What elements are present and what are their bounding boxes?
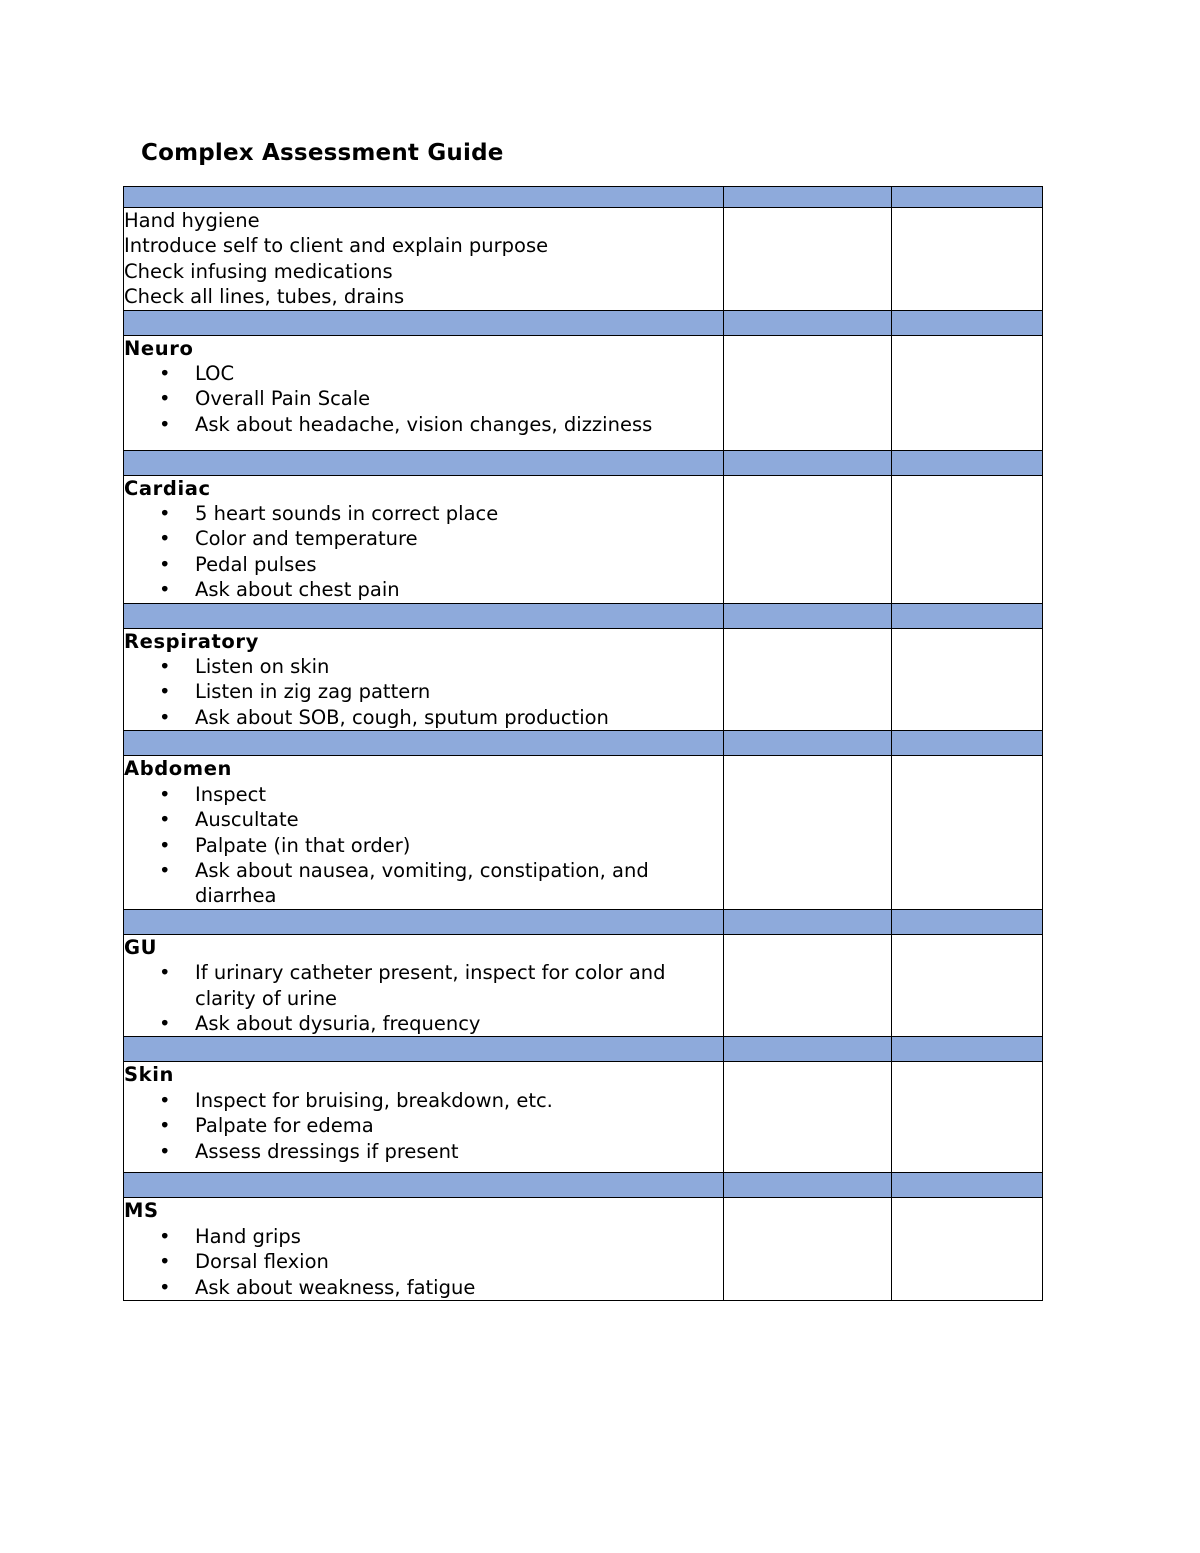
section-bar-cell xyxy=(124,450,724,475)
notes-cell[interactable] xyxy=(892,1198,1043,1301)
bullet-icon: • xyxy=(159,961,171,985)
section-title: GU xyxy=(124,935,158,959)
bullet-list xyxy=(124,1088,723,1164)
bullet-item xyxy=(124,1113,723,1138)
section-bar-cell xyxy=(124,1037,724,1062)
check-cell[interactable] xyxy=(724,628,892,731)
bullet-item xyxy=(124,705,723,730)
section-bar-cell xyxy=(892,731,1043,756)
bullet-text: Inspect for bruising, breakdown, etc. xyxy=(195,1088,553,1112)
section-content-cell xyxy=(124,475,724,603)
bullet-item xyxy=(124,412,723,437)
bullet-item xyxy=(124,654,723,679)
bullet-icon: • xyxy=(159,782,171,806)
notes-cell[interactable] xyxy=(892,934,1043,1037)
bullet-text: Dorsal flexion xyxy=(195,1250,329,1274)
bullet-icon: • xyxy=(159,527,171,551)
section-bar-cell xyxy=(724,1037,892,1062)
bullet-icon: • xyxy=(159,808,171,832)
section-bar-row xyxy=(124,909,1043,934)
bullet-text: Ask about headache, vision changes, dizziness xyxy=(195,412,653,436)
bullet-icon: • xyxy=(159,655,171,679)
check-cell[interactable] xyxy=(724,208,892,311)
bullet-item xyxy=(124,361,723,386)
section-bar-cell xyxy=(124,731,724,756)
bullet-icon: • xyxy=(159,502,171,526)
section-bar-cell xyxy=(724,450,892,475)
section-bar-cell xyxy=(724,731,892,756)
check-cell[interactable] xyxy=(724,335,892,450)
bullet-text: Palpate (in that order) xyxy=(195,833,411,857)
notes-cell[interactable] xyxy=(892,1062,1043,1173)
bullet-item xyxy=(124,833,723,858)
bullet-text: Ask about chest pain xyxy=(195,578,400,602)
section-bar-cell xyxy=(892,1037,1043,1062)
section-title: Cardiac xyxy=(124,476,211,500)
section-bar-row xyxy=(124,603,1043,628)
bullet-item xyxy=(124,386,723,411)
bullet-item xyxy=(124,858,723,909)
section-bar-row xyxy=(124,1037,1043,1062)
header-bar-cell xyxy=(724,187,892,208)
section-content-cell xyxy=(124,756,724,909)
bullet-item xyxy=(124,960,723,1011)
section-bar-cell xyxy=(892,450,1043,475)
notes-cell[interactable] xyxy=(892,475,1043,603)
bullet-icon: • xyxy=(159,552,171,576)
notes-cell[interactable] xyxy=(892,628,1043,731)
bullet-text: Palpate for edema xyxy=(195,1114,374,1138)
bullet-text: Auscultate xyxy=(195,808,299,832)
bullet-list xyxy=(124,782,723,909)
check-cell[interactable] xyxy=(724,1198,892,1301)
section-bar-cell xyxy=(724,310,892,335)
notes-cell[interactable] xyxy=(892,756,1043,909)
section-title: Respiratory xyxy=(124,629,259,653)
section-content-cell xyxy=(124,1198,724,1301)
bullet-item xyxy=(124,1224,723,1249)
check-cell[interactable] xyxy=(724,934,892,1037)
section-row xyxy=(124,934,1043,1037)
bullet-text: Ask about dysuria, frequency xyxy=(195,1011,481,1035)
section-content-cell xyxy=(124,628,724,731)
bullet-text: 5 heart sounds in correct place xyxy=(195,502,499,526)
section-row xyxy=(124,756,1043,909)
header-bar-row xyxy=(124,187,1043,208)
bullet-icon: • xyxy=(159,1224,171,1248)
section-title: Skin xyxy=(124,1063,174,1087)
bullet-text: Ask about weakness, fatigue xyxy=(195,1275,476,1299)
section-content-cell xyxy=(124,335,724,450)
section-bar-cell xyxy=(124,310,724,335)
bullet-list xyxy=(124,501,723,603)
bullet-item xyxy=(124,679,723,704)
bullet-text: LOC xyxy=(195,362,235,386)
section-title: MS xyxy=(124,1199,159,1223)
bullet-item xyxy=(124,782,723,807)
bullet-text: Hand grips xyxy=(195,1224,301,1248)
section-bar-cell xyxy=(724,1173,892,1198)
section-bar-cell xyxy=(124,1173,724,1198)
intro-row xyxy=(124,208,1043,311)
intro-cell xyxy=(124,208,724,311)
section-row xyxy=(124,475,1043,603)
notes-cell[interactable] xyxy=(892,335,1043,450)
bullet-item xyxy=(124,1249,723,1274)
bullet-icon: • xyxy=(159,705,171,729)
section-title: Neuro xyxy=(124,336,194,360)
intro-line: Check infusing medications xyxy=(124,259,393,283)
section-row xyxy=(124,1198,1043,1301)
bullet-icon: • xyxy=(159,1114,171,1138)
section-row xyxy=(124,628,1043,731)
bullet-icon: • xyxy=(159,362,171,386)
bullet-list xyxy=(124,361,723,437)
section-bar-row xyxy=(124,731,1043,756)
check-cell[interactable] xyxy=(724,756,892,909)
header-bar-cell xyxy=(892,187,1043,208)
intro-line: Hand hygiene xyxy=(124,209,260,232)
sections-body xyxy=(124,310,1043,1300)
section-bar-cell xyxy=(892,310,1043,335)
assessment-table xyxy=(123,186,1043,1301)
section-bar-row xyxy=(124,1173,1043,1198)
bullet-list xyxy=(124,960,723,1036)
bullet-text: Inspect xyxy=(195,782,267,806)
section-bar-cell xyxy=(724,909,892,934)
bullet-text: Ask about nausea, vomiting, constipation, and diarrhea xyxy=(195,858,649,908)
section-row xyxy=(124,335,1043,450)
bullet-icon: • xyxy=(159,1275,171,1299)
bullet-text: Listen in zig zag pattern xyxy=(195,680,431,704)
bullet-icon: • xyxy=(159,1011,171,1035)
bullet-text: Listen on skin xyxy=(195,655,330,679)
section-bar-cell xyxy=(892,1173,1043,1198)
bullet-icon: • xyxy=(159,578,171,602)
bullet-list xyxy=(124,654,723,730)
section-bar-cell xyxy=(892,603,1043,628)
page-title: Complex Assessment Guide xyxy=(141,140,504,166)
section-bar-cell xyxy=(892,909,1043,934)
bullet-item xyxy=(124,552,723,577)
bullet-item xyxy=(124,1011,723,1036)
section-bar-cell xyxy=(124,909,724,934)
section-bar-cell xyxy=(124,603,724,628)
section-bar-row xyxy=(124,310,1043,335)
bullet-icon: • xyxy=(159,833,171,857)
bullet-text: Ask about SOB, cough, sputum production xyxy=(195,705,609,729)
bullet-text: Color and temperature xyxy=(195,527,418,551)
bullet-item xyxy=(124,1088,723,1113)
intro-line: Check all lines, tubes, drains xyxy=(124,285,405,309)
bullet-item xyxy=(124,807,723,832)
bullet-item xyxy=(124,1139,723,1164)
bullet-list xyxy=(124,1224,723,1300)
bullet-icon: • xyxy=(159,412,171,436)
section-content-cell xyxy=(124,1062,724,1173)
bullet-text: Overall Pain Scale xyxy=(195,387,371,411)
bullet-icon: • xyxy=(159,387,171,411)
bullet-icon: • xyxy=(159,858,171,882)
bullet-text: If urinary catheter present, inspect for color and clarity of urine xyxy=(195,961,666,1010)
bullet-icon: • xyxy=(159,680,171,704)
section-title: Abdomen xyxy=(124,757,233,781)
section-content-cell xyxy=(124,934,724,1037)
header-bar-cell xyxy=(124,187,724,208)
bullet-icon: • xyxy=(159,1139,171,1163)
bullet-text: Assess dressings if present xyxy=(195,1139,459,1163)
check-cell[interactable] xyxy=(724,1062,892,1173)
section-row xyxy=(124,1062,1043,1173)
bullet-text: Pedal pulses xyxy=(195,552,317,576)
section-bar-cell xyxy=(724,603,892,628)
check-cell[interactable] xyxy=(724,475,892,603)
bullet-icon: • xyxy=(159,1250,171,1274)
notes-cell[interactable] xyxy=(892,208,1043,311)
bullet-icon: • xyxy=(159,1088,171,1112)
bullet-item xyxy=(124,501,723,526)
bullet-item xyxy=(124,1275,723,1300)
intro-line: Introduce self to client and explain purpose xyxy=(124,234,549,258)
section-bar-row xyxy=(124,450,1043,475)
bullet-item xyxy=(124,526,723,551)
bullet-item xyxy=(124,577,723,602)
